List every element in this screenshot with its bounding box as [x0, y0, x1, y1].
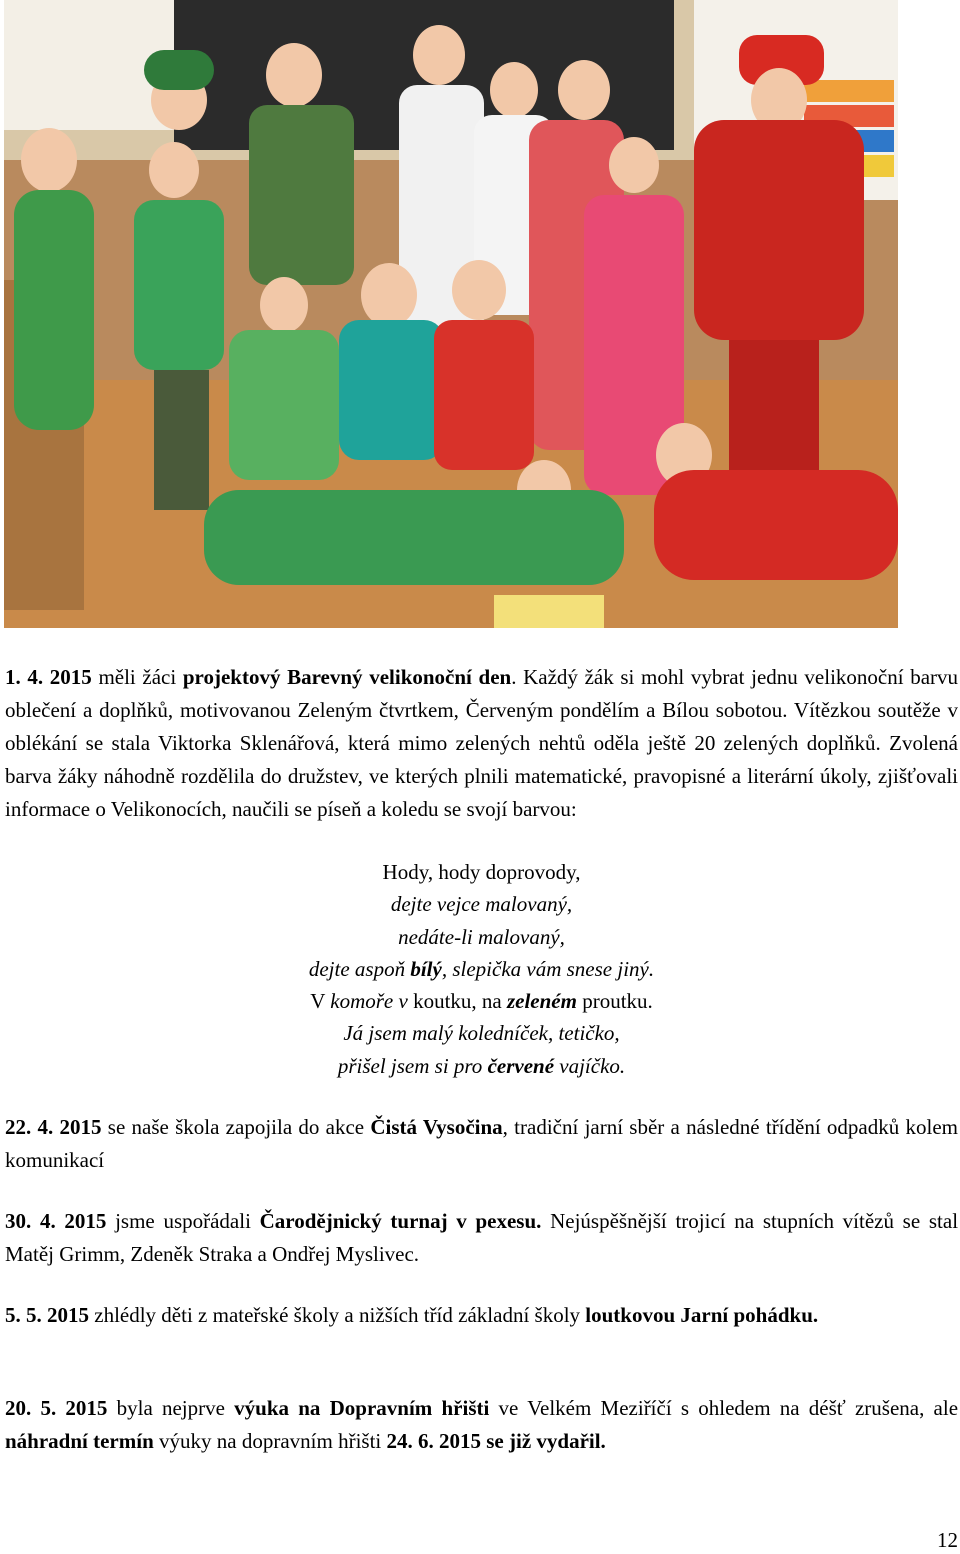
paragraph-traffic-playground	[5, 1392, 958, 1458]
page-number: 12	[937, 1528, 958, 1552]
class-photo	[4, 0, 898, 628]
paragraph-text: ve Velkém Meziříčí s ohledem na déšť zrušena, ale	[489, 1396, 959, 1420]
paragraph-puppet-show	[5, 1299, 958, 1332]
event-name: 24. 6. 2015 se již vydařil.	[386, 1429, 606, 1453]
event-name: náhradní termín	[5, 1429, 154, 1453]
event-name: výuka na Dopravním hřišti	[234, 1396, 490, 1420]
paragraph-pexeso	[5, 1205, 958, 1271]
event-name: Čistá Vysočina	[370, 1115, 503, 1139]
date-label: 5. 5. 2015	[5, 1303, 89, 1327]
poem-line: přišel jsem si pro červené vajíčko.	[337, 1053, 626, 1078]
poem-line: dejte aspoň bílý, slepička vám snese jiný.	[308, 956, 655, 981]
paragraph-text: jsme uspořádali	[106, 1209, 260, 1233]
paragraph-text: Nejúspěšnější trojicí na stupních vítězů se stal Matěj Grimm, Zdeněk Straka a Ondřej Myslivec.	[5, 1209, 959, 1266]
paragraph-easter-day	[5, 661, 958, 826]
poem-line: Já jsem malý koledníček, tetičko,	[343, 1021, 620, 1046]
paragraph-text: byla nejprve	[107, 1396, 235, 1420]
paragraph-text: . Každý žák si mohl vybrat jednu velikonoční barvu oblečení a doplňků, motivovanou Zeleným čtvrtkem, Červeným pondělím a Bílou sobotou. Vítězkou soutěže v oblékání se stala Viktorka Sklenářová, která mimo zelených nehtů oděla ještě 20 zelených doplňků. Zvolená barva žáky náhodně rozdělila do družstev, ve kterých plnili matematické, pravopisné a literární úkoly, zjišťovali informace o Velikonocích, naučili se píseň a koledu se svojí barvou:	[5, 665, 959, 821]
paragraph-text: měli žáci	[91, 665, 183, 689]
event-name: loutkovou Jarní pohádku.	[585, 1303, 819, 1327]
poem-line: nedáte-li malovaný,	[398, 924, 565, 949]
paragraph-clean-vysocina	[5, 1111, 958, 1177]
poem-line: Hody, hody doprovody,	[382, 860, 581, 884]
poem-line: dejte vejce malovaný,	[390, 892, 573, 917]
event-name: Čarodějnický turnaj v pexesu.	[259, 1209, 542, 1233]
date-label: 22. 4. 2015	[5, 1115, 102, 1139]
date-label: 30. 4. 2015	[5, 1209, 107, 1233]
poem-line: V komoře v koutku, na zeleném proutku.	[310, 989, 653, 1014]
event-name: projektový Barevný velikonoční den	[182, 665, 512, 689]
paragraph-text: se naše škola zapojila do akce	[101, 1115, 371, 1139]
date-label: 20. 5. 2015	[5, 1396, 108, 1420]
paragraph-text: výuky na dopravním hřišti	[153, 1429, 387, 1453]
easter-poem	[5, 856, 958, 1082]
paragraph-text: zhlédly děti z mateřské školy a nižších tříd základní školy	[89, 1303, 586, 1327]
paragraph-text: , tradiční jarní sběr a následné třídění odpadků kolem komunikací	[5, 1115, 958, 1172]
date-label: 1. 4. 2015	[5, 665, 92, 689]
